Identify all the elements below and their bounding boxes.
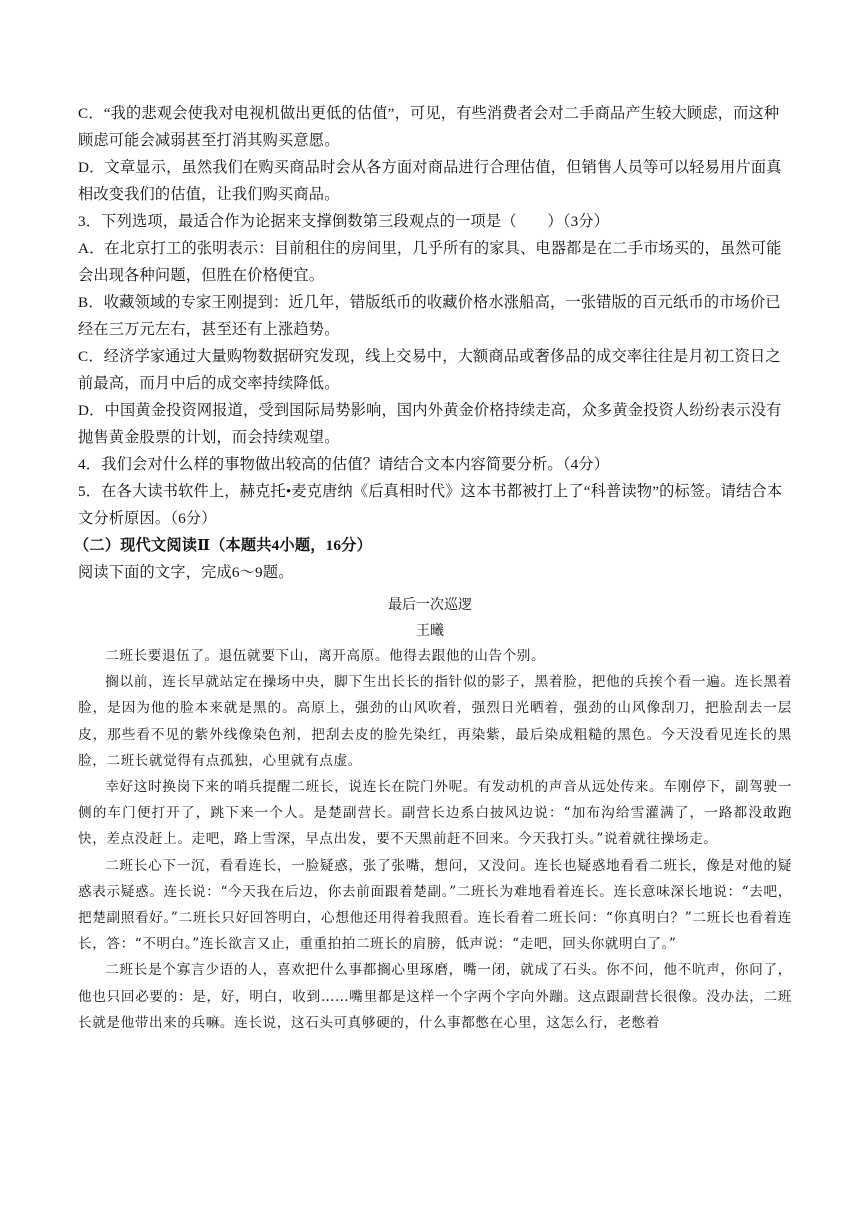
q3-option-c: C．经济学家通过大量购物数据研究发现，线上交易中，大额商品或奢侈品的成交率往往是月初工资日之前最高，而月中后的成交率持续降低。 (78, 348, 781, 392)
story-paragraph: 二班长心下一沉，看看连长，一脸疑惑，张了张嘴，想问，又没问。连长也疑惑地看看二班长，像是对他的疑惑表示疑惑。连长说：“今天我在后边，你去前面跟着楚副。”二班长为难地看着连长。连长意味深长地说：“去吧，把楚副照看好。”二班长只好回答明白，心想他还用得着我照看。连长看着二班长问：“你真明白？”二班长也看着连长，答：“不明白。”连长欲言又止，重重拍拍二班长的肩膀，低声说：“走吧，回头你就明白了。” (78, 857, 792, 953)
q3-stem: 3．下列选项，最适合作为论据来支撑倒数第三段观点的一项是（ ）（3分） (78, 213, 610, 230)
story-paragraph: 二班长要退伍了。退伍就要下山，离开高原。他得去跟他的山告个别。 (105, 648, 546, 664)
q2-option-c: C．“我的悲观会使我对电视机做出更低的估值”，可见，有些消费者会对二手商品产生较大顾虑，而这种顾虑可能会减弱甚至打消其购买意愿。 (78, 105, 780, 149)
reading-instruction: 阅读下面的文字，完成6～9题。 (78, 564, 294, 581)
q3-option-b: B．收藏领域的专家王刚提到：近几年，错版纸币的收藏价格水涨船高，一张错版的百元纸币的市场价已经在三万元左右，甚至还有上涨趋势。 (78, 294, 781, 338)
story-title: 最后一次巡逻 (388, 597, 472, 613)
story-paragraph: 搁以前，连长早就站定在操场中央，脚下生出长长的指针似的影子，黑着脸，把他的兵挨个看一遍。连长黑着脸，是因为他的脸本来就是黑的。高原上，强劲的山风吹着，强烈日光晒着，强劲的山风像刮刀，把脸刮去一层皮，那些看不见的紫外线像染色剂，把刮去皮的脸先染红，再染紫，最后染成粗糙的黑色。今天没看见连长的黑脸，二班长就觉得有点孤独，心里就有点虚。 (78, 674, 792, 769)
section-heading: （二）现代文阅读Ⅱ（本题共4小题，16分） (74, 537, 372, 554)
story-paragraph: 幸好这时换岗下来的哨兵提醒二班长，说连长在院门外呢。有发动机的声音从远处传来。车刚停下，副驾驶一侧的车门便打开了，跳下来一个人。是楚副营长。副营长边系白披风边说：“加布沟给雪灌满了，一路都没敢跑快，差点没赶上。走吧，路上雪深，早点出发，要不天黑前赶不回来。今天我打头。”说着就往操场走。 (78, 779, 792, 848)
q4-stem: 4．我们会对什么样的事物做出较高的估值？请结合文本内容简要分析。（4分） (78, 456, 610, 473)
q5-stem: 5．在各大读书软件上，赫克托•麦克唐纳《后真相时代》这本书都被打上了“科普读物”的标签。请结合本文分析原因。（6分） (78, 483, 783, 527)
question-section (74, 100, 794, 586)
q2-option-d: D．文章显示，虽然我们在购买商品时会从各方面对商品进行合理估值，但销售人员等可以轻易用片面真相改变我们的估值，让我们购买商品。 (78, 159, 782, 203)
story-author: 王曦 (416, 623, 444, 639)
story-paragraph: 二班长是个寡言少语的人，喜欢把什么事都搁心里琢磨，嘴一闭，就成了石头。你不问，他不吭声，你问了，他也只回必要的：是，好，明白，收到……嘴里都是这样一个字两个字向外蹦。这点跟副营长很像。没办法，二班长就是他带出来的兵嘛。连长说，这石头可真够硬的，什么事都憋在心里，这怎么行，老憋着 (78, 962, 792, 1031)
q3-option-d: D．中国黄金投资网报道，受到国际局势影响，国内外黄金价格持续走高，众多黄金投资人纷纷表示没有抛售黄金股票的计划，而会持续观望。 (78, 402, 782, 446)
q3-option-a: A．在北京打工的张明表示：目前租住的房间里，几乎所有的家具、电器都是在二手市场买的，虽然可能会出现各种问题，但胜在价格便宜。 (78, 240, 782, 284)
story-body (78, 643, 792, 1036)
